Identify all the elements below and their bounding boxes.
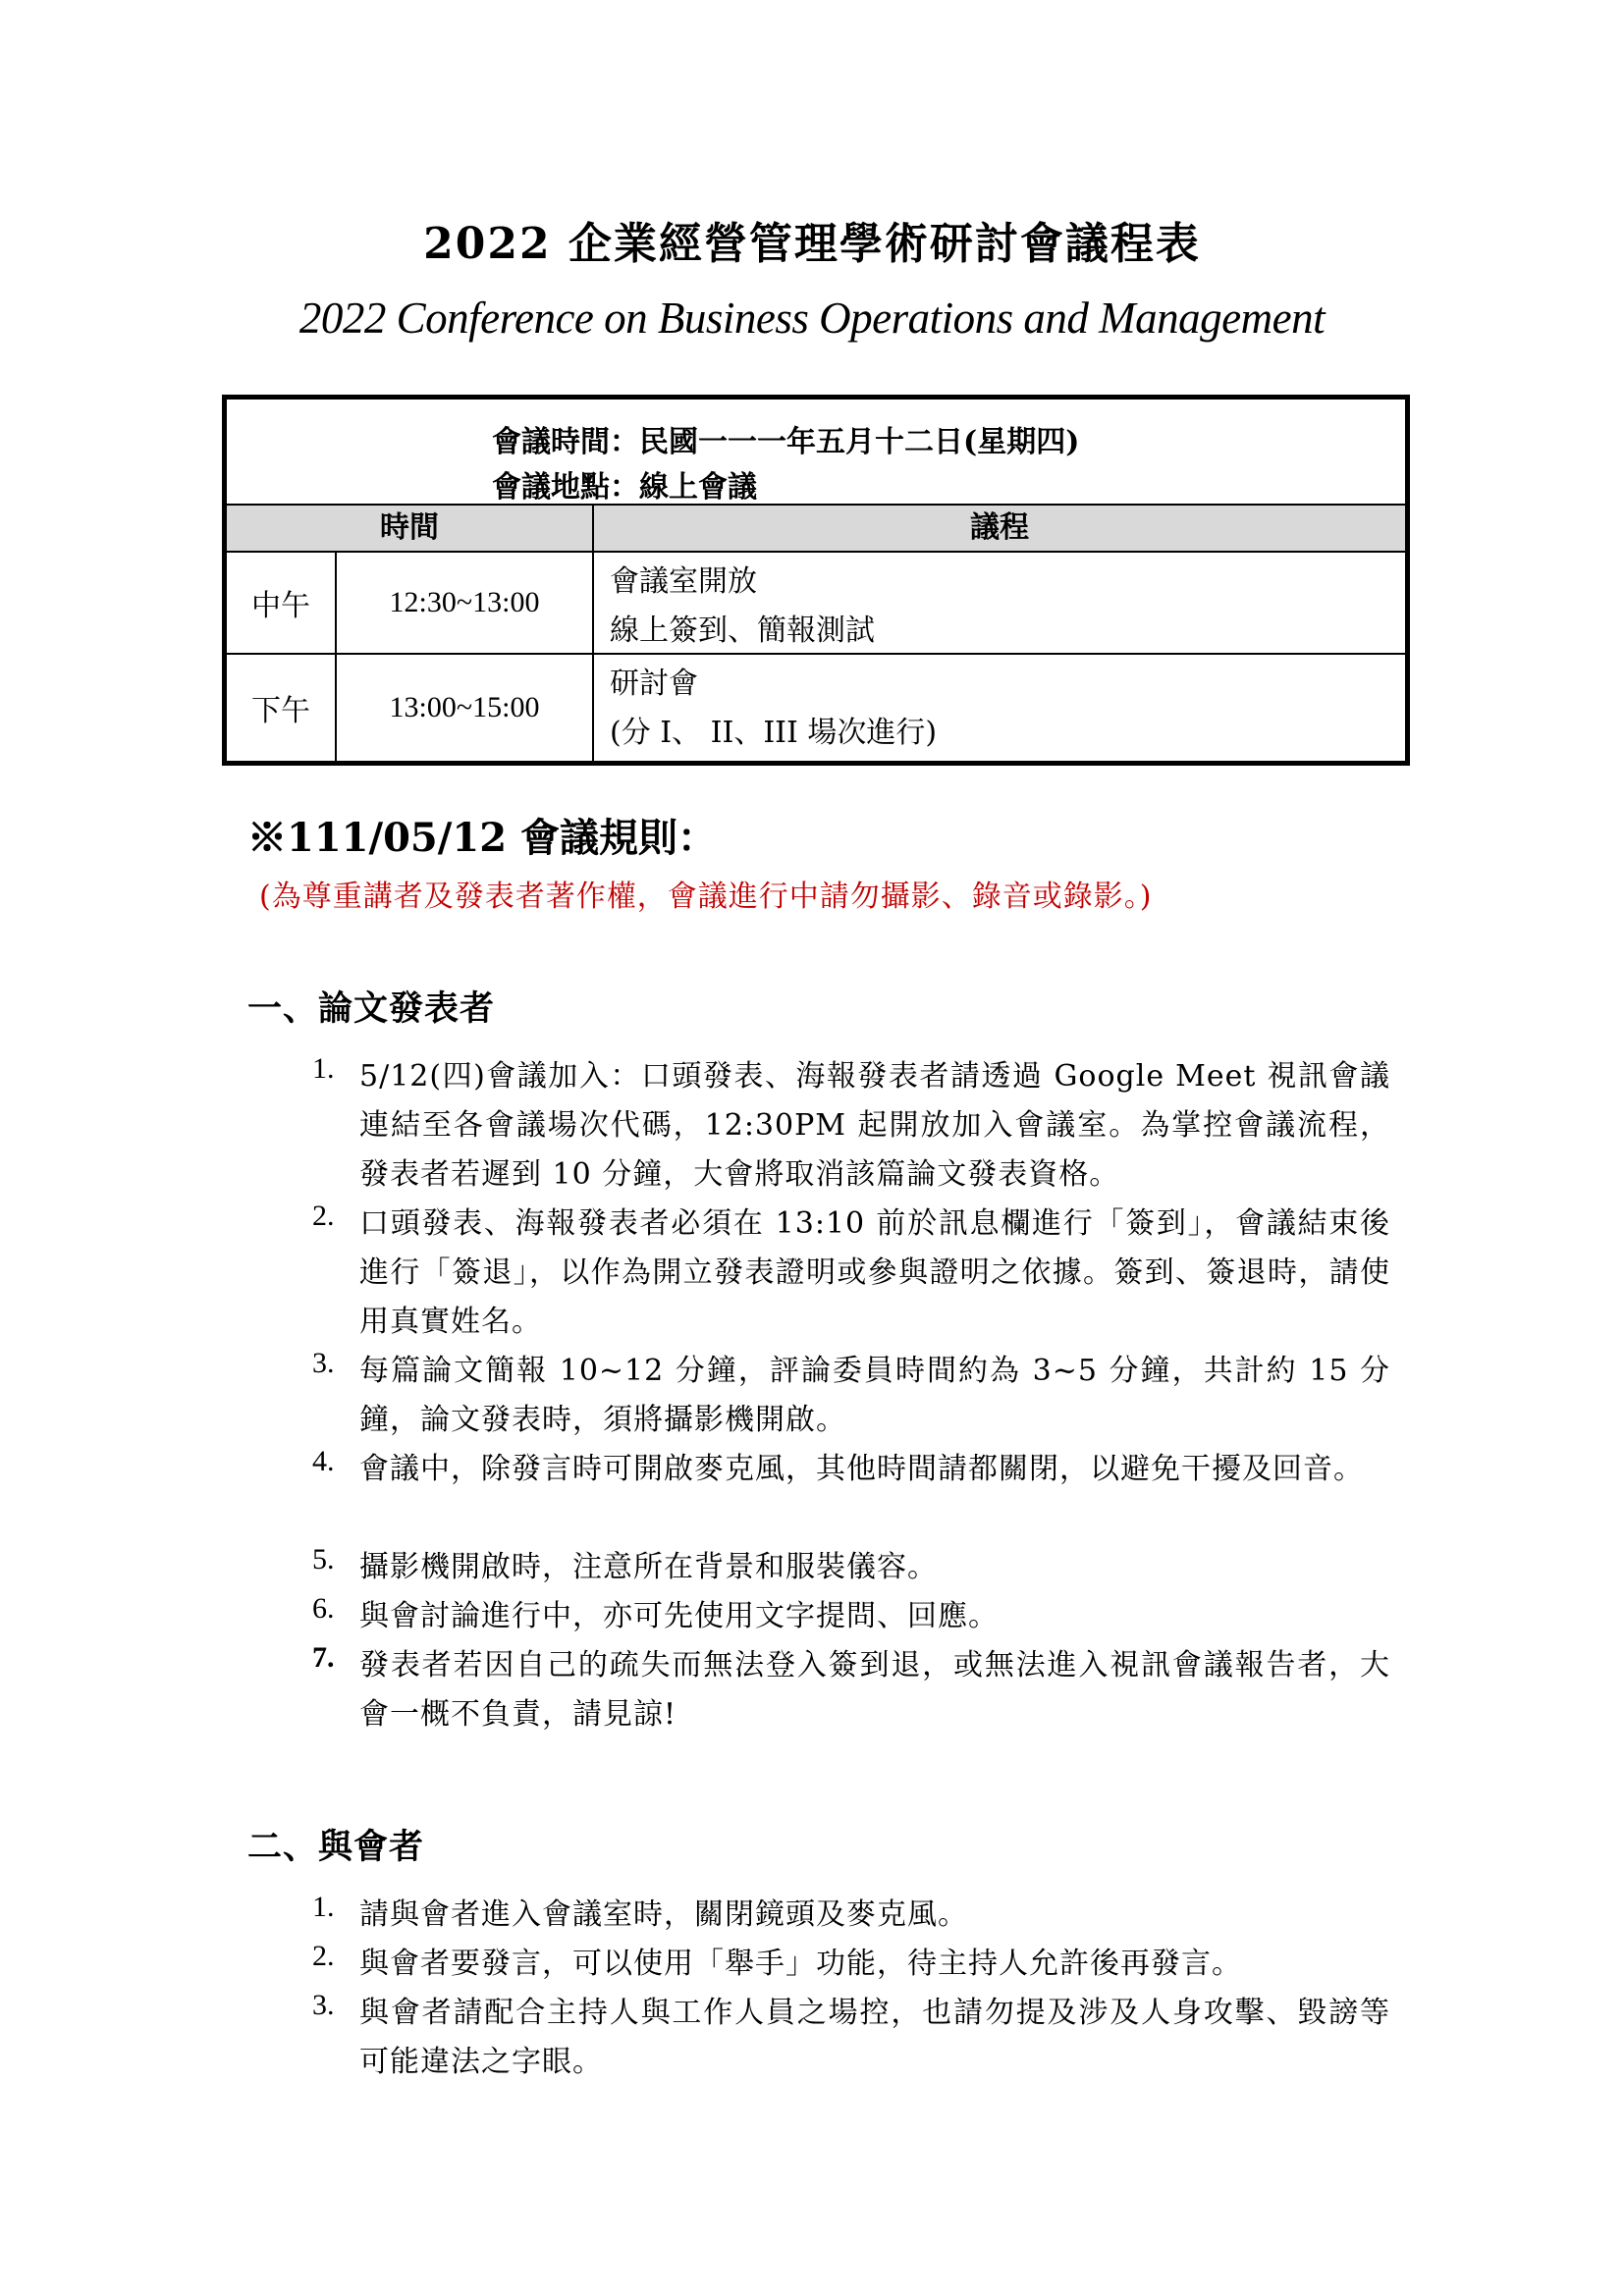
- agenda-cell: [594, 655, 1405, 761]
- meeting-place: 會議地點：線上會議: [492, 470, 757, 505]
- list-text: 5/12(四)會議加入：口頭發表、海報發表者請透過 Google Meet 視訊會議連結至各會議場次代碼，12:30PM 起開放加入會議室。為掌控會議流程，發表者若遲到 10 分鐘，大會將取消該篇論文發表資格。: [359, 1059, 1390, 1192]
- list-number: 5.: [312, 1543, 335, 1575]
- list-text: 與會者要發言，可以使用「舉手」功能，待主持人允許後再發言。: [359, 1947, 1242, 1981]
- attendees-heading: 二、與會者: [247, 1827, 425, 1867]
- list-number: 1.: [312, 1052, 335, 1085]
- agenda-line: 線上簽到、簡報測試: [610, 614, 875, 648]
- list-text: 與會者請配合主持人與工作人員之場控，也請勿提及涉及人身攻擊、毀謗等可能違法之字眼。: [359, 1996, 1390, 2079]
- copyright-note: (為尊重講者及發表者著作權，會議進行中請勿攝影、錄音或錄影。): [259, 880, 1153, 914]
- agenda-cell: [594, 553, 1405, 653]
- list-number: 2.: [312, 1200, 335, 1232]
- page-title: 2022 企業經營管理學術研討會議程表: [423, 219, 1201, 269]
- list-text: 攝影機開啟時，注意所在背景和服裝儀容。: [359, 1550, 938, 1584]
- list-number: 2.: [312, 1940, 335, 1972]
- list-number: 4.: [312, 1445, 335, 1477]
- period-cell: 中午: [227, 553, 337, 653]
- list-number: 3.: [312, 1347, 335, 1379]
- meeting-time: 會議時間：民國一一一年五月十二日(星期四): [492, 425, 1080, 459]
- agenda-line: (分 I、 II、III 場次進行): [610, 716, 938, 750]
- list-text: 請與會者進入會議室時，關閉鏡頭及麥克風。: [359, 1897, 968, 1932]
- period-cell: 下午: [227, 655, 337, 761]
- page-subtitle: 2022 Conference on Business Operations and Management: [298, 294, 1326, 343]
- table-row: [227, 553, 1405, 655]
- schedule-table: [222, 395, 1410, 766]
- list-number: 1.: [312, 1891, 335, 1923]
- table-row: [227, 655, 1405, 761]
- time-cell: 13:00~15:00: [337, 655, 594, 761]
- schedule-header-row: [227, 506, 1405, 553]
- rules-heading: ※111/05/12 會議規則：: [247, 815, 717, 861]
- list-text: 會議中，除發言時可開啟麥克風，其他時間請都關閉，以避免干擾及回音。: [359, 1452, 1364, 1486]
- presenters-heading: 一、論文發表者: [247, 988, 496, 1029]
- list-number: 6.: [312, 1592, 335, 1625]
- list-text: 與會討論進行中，亦可先使用文字提問、回應。: [359, 1599, 999, 1633]
- agenda-line: 會議室開放: [610, 564, 757, 599]
- time-cell: 12:30~13:00: [337, 553, 594, 653]
- list-number: 3.: [312, 1989, 335, 2021]
- list-text: 每篇論文簡報 10~12 分鐘，評論委員時間約為 3~5 分鐘，共計約 15 分鐘，論文發表時，須將攝影機開啟。: [359, 1354, 1390, 1437]
- list-text: 發表者若因自己的疏失而無法登入簽到退，或無法進入視訊會議報告者，大會一概不負責，請見諒!: [359, 1648, 1390, 1732]
- list-text: 口頭發表、海報發表者必須在 13:10 前於訊息欄進行「簽到」，會議結束後進行「簽退」，以作為開立發表證明或參與證明之依據。簽到、簽退時，請使用真實姓名。: [359, 1206, 1390, 1339]
- agenda-line: 研討會: [610, 667, 698, 701]
- schedule-info: [227, 400, 1405, 506]
- list-number: 7.: [312, 1641, 335, 1674]
- column-header-agenda: 議程: [970, 510, 1029, 545]
- column-header-time: 時間: [227, 506, 594, 551]
